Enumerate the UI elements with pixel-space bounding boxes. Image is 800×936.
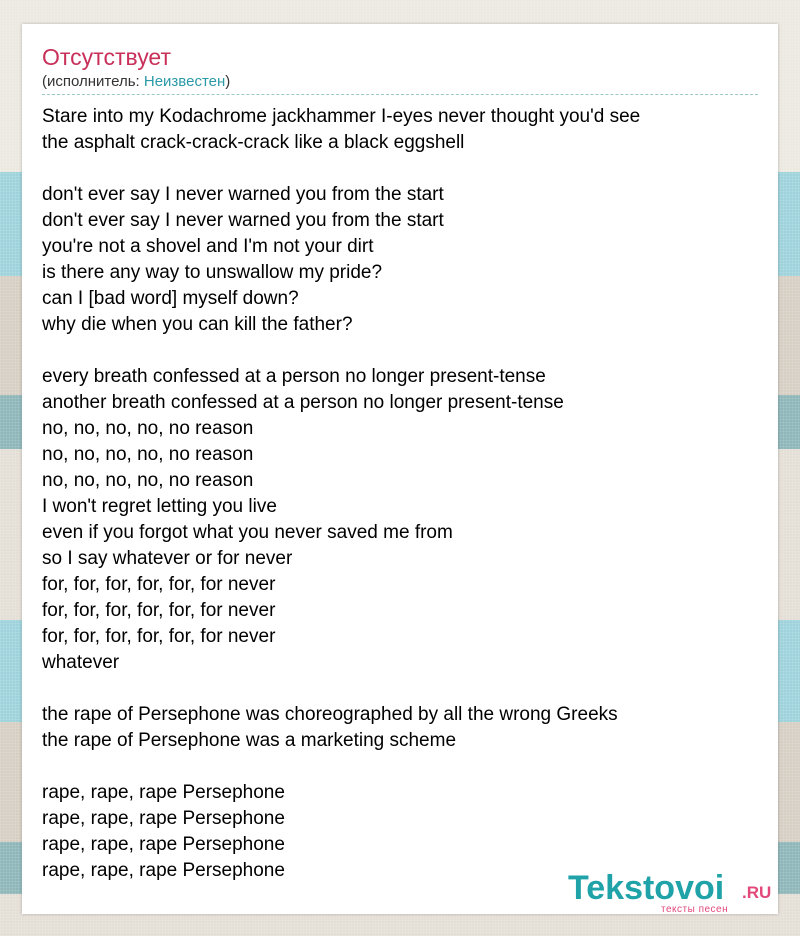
- logo-main-text: Tekstovoi: [568, 869, 725, 907]
- artist-link[interactable]: Неизвестен: [143, 73, 226, 90]
- artist-suffix: ): [225, 73, 231, 90]
- artist-line: [42, 73, 758, 95]
- site-logo[interactable]: [568, 870, 778, 914]
- lyrics-text: Stare into my Kodachrome jackhammer I-eyes never thought you'd see the asphalt crack-crack-crack like a black eggshell don't ever say I never warned you from the start don't ever say I never warned you from the start you're not a shovel and I'm not your dirt is there any way to unswallow my pride? can I [bad word] myself down? why die when you can kill the father? every breath confessed at a person no longer present-tense another breath confessed at a person no longer present-tense no, no, no, no, no reason no, no, no, no, no reason no, no, no, no, no reason I won't regret letting you live even if you forgot what you never saved me from so I say whatever or for never for, for, for, for, for, for never for, for, for, for, for, for never for, for, for, for, for, for never whatever the rape of Persephone was choreographed by all the wrong Greeks the rape of Persephone was a marketing scheme rape, rape, rape Persephone rape, rape, rape Persephone rape, rape, rape Persephone rape, rape, rape Persephone: [42, 106, 641, 881]
- artist-prefix: (исполнитель:: [42, 73, 144, 90]
- lyrics-card: [22, 24, 778, 914]
- logo-subtitle: тексты песен: [661, 904, 729, 915]
- logo-tld-text: .RU: [742, 883, 772, 902]
- song-title: Отсутствует: [42, 44, 171, 70]
